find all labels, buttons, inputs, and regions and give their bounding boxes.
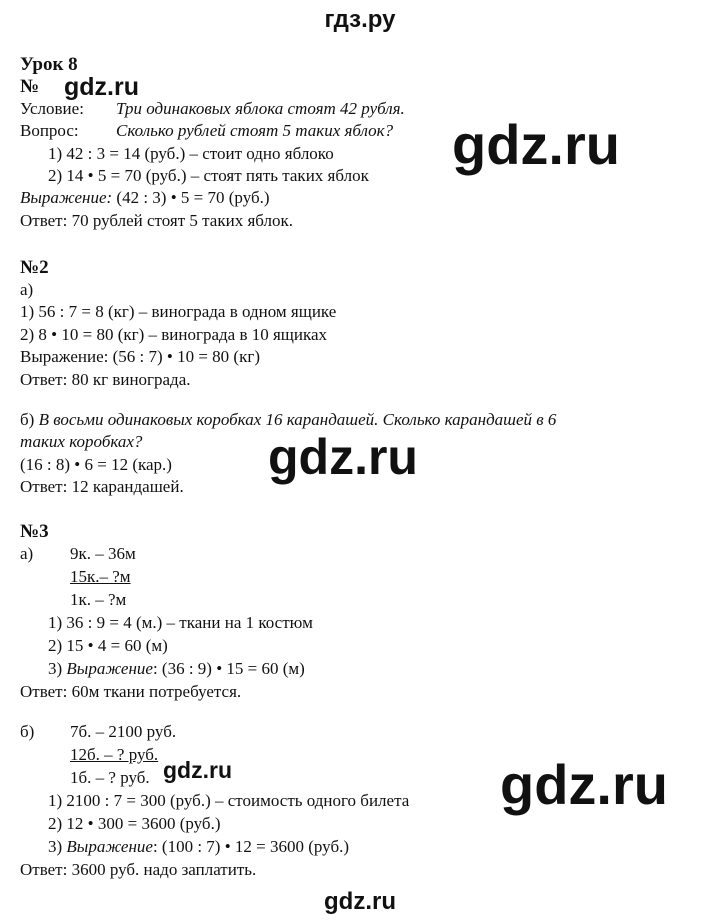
- task1-condition-label: Условие:: [20, 99, 84, 118]
- task2-answer-a: Ответ: 80 кг винограда.: [20, 370, 191, 389]
- task2-b-text-cont: таких коробках?: [20, 432, 143, 451]
- task3-a-step3-prefix: 3): [48, 659, 67, 678]
- task2-step2: 2) 8 • 10 = 80 (кг) – винограда в 10 ящиках: [20, 325, 328, 344]
- task2-number: №2: [20, 257, 49, 278]
- task3-b-step3-prefix: 3): [48, 837, 67, 856]
- task3-a-step2: 2) 15 • 4 = 60 (м): [48, 636, 168, 655]
- task3-number: №3: [20, 521, 49, 542]
- task2-b-expression: (16 : 8) • 6 = 12 (кар.): [20, 455, 172, 474]
- task2-expression: Выражение: (56 : 7) • 10 = 80 (кг): [20, 347, 260, 366]
- task3-b-find: 12б. – ? руб.: [70, 745, 159, 764]
- task3-a-per-unit: 1к. – ?м: [70, 590, 127, 609]
- task3-b-step1: 1) 2100 : 7 = 300 (руб.) – стоимость одного билета: [48, 791, 410, 810]
- watermark: gdz.ru: [64, 73, 139, 101]
- watermark: gdz.ru: [268, 429, 418, 485]
- task3-b-label: б): [20, 722, 35, 741]
- task1-condition-text: Три одинаковых яблока стоят 42 рубля.: [116, 99, 405, 118]
- task1-expression-label: Выражение:: [20, 188, 113, 207]
- site-header: гдз.ру: [324, 6, 396, 33]
- task3-a-expression: : (36 : 9) • 15 = 60 (м): [152, 659, 305, 678]
- task1-number: №: [20, 76, 40, 97]
- task3-b-step2: 2) 12 • 300 = 3600 (руб.): [48, 814, 221, 833]
- task2-b-text: В восьми одинаковых коробках 16 карандашей. Сколько карандашей в 6: [38, 410, 557, 429]
- task1-step2: 2) 14 • 5 = 70 (руб.) – стоят пять таких яблок: [48, 166, 369, 185]
- task2-b-label: б): [20, 410, 35, 429]
- task1-step1: 1) 42 : 3 = 14 (руб.) – стоит одно яблоко: [48, 144, 334, 163]
- task3-answer-b: Ответ: 3600 руб. надо заплатить.: [20, 860, 257, 879]
- task1-question-label: Вопрос:: [20, 121, 79, 140]
- task2-answer-b: Ответ: 12 карандашей.: [20, 477, 184, 496]
- watermark: gdz.ru: [163, 757, 232, 783]
- task3-answer-a: Ответ: 60м ткани потребуется.: [20, 682, 242, 701]
- lesson-title: Урок 8: [20, 54, 78, 75]
- task3-b-given: 7б. – 2100 руб.: [70, 722, 177, 741]
- site-footer: gdz.ru: [324, 888, 396, 915]
- task3-b-per-unit: 1б. – ? руб.: [70, 768, 150, 787]
- task2-a-label: а): [20, 280, 34, 299]
- task3-a-given: 9к. – 36м: [70, 544, 136, 563]
- task1-expression: (42 : 3) • 5 = 70 (руб.): [112, 188, 270, 207]
- task3-b-expression-label: Выражение: [66, 837, 153, 856]
- task1-answer: Ответ: 70 рублей стоят 5 таких яблок.: [20, 211, 293, 230]
- task1-question-text: Сколько рублей стоят 5 таких яблок?: [116, 121, 394, 140]
- watermark: gdz.ru: [500, 753, 668, 816]
- task3-a-find: 15к.– ?м: [70, 567, 131, 586]
- task3-b-expression: : (100 : 7) • 12 = 3600 (руб.): [152, 837, 350, 856]
- task3-a-expression-label: Выражение: [66, 659, 153, 678]
- task3-a-label: а): [20, 544, 34, 563]
- task3-a-step1: 1) 36 : 9 = 4 (м.) – ткани на 1 костюм: [48, 613, 313, 632]
- task2-step1: 1) 56 : 7 = 8 (кг) – винограда в одном ящике: [20, 302, 337, 321]
- watermark: gdz.ru: [452, 113, 620, 176]
